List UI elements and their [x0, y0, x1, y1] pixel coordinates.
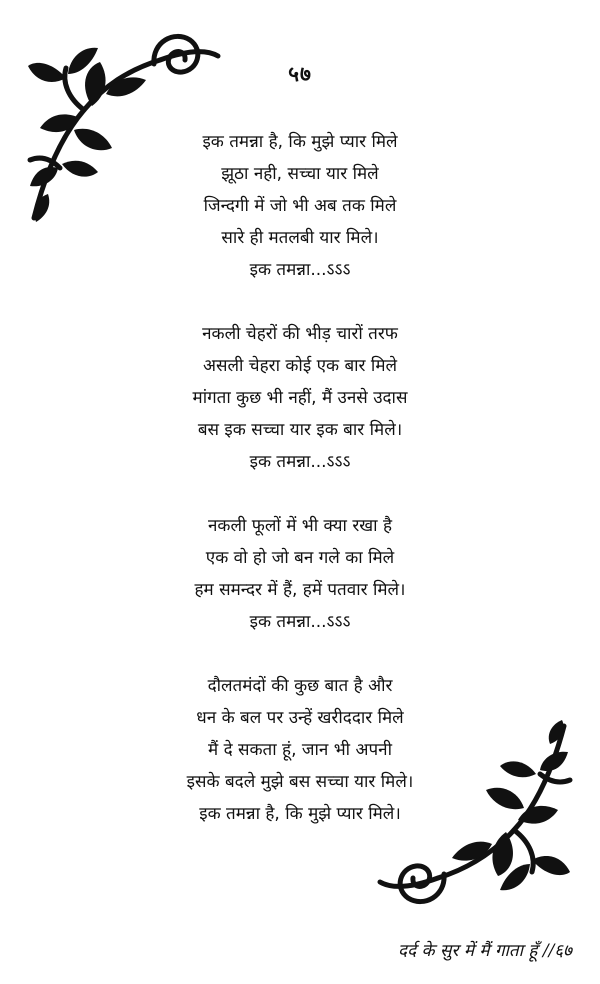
poem-line: धन के बल पर उन्हें खरीददार मिले	[196, 708, 404, 728]
poem-refrain: इक तमन्ना...ऽऽऽ	[249, 452, 351, 472]
stanza	[0, 126, 600, 286]
poem-line: झूठा नही, सच्चा यार मिले	[221, 164, 379, 184]
poem-line: दौलतमंदों की कुछ बात है और	[207, 676, 393, 696]
page-number: ५७	[288, 62, 312, 86]
poem-line: सारे ही मतलबी यार मिले।	[221, 228, 379, 248]
poem	[0, 126, 600, 862]
poem-line: असली चेहरा कोई एक बार मिले	[202, 356, 398, 376]
poem-line: इक तमन्ना है, कि मुझे प्यार मिले।	[199, 804, 401, 824]
poem-line: एक वो हो जो बन गले का मिले	[205, 548, 395, 568]
poem-line: इक तमन्ना है, कि मुझे प्यार मिले	[202, 132, 398, 152]
poem-line: बस इक सच्चा यार इक बार मिले।	[197, 420, 403, 440]
stanza	[0, 318, 600, 478]
stanza	[0, 510, 600, 638]
poem-line: जिन्दगी में जो भी अब तक मिले	[203, 196, 397, 216]
poem-line: इसके बदले मुझे बस सच्चा यार मिले।	[186, 772, 414, 792]
poem-refrain: इक तमन्ना...ऽऽऽ	[249, 612, 351, 632]
poem-refrain: इक तमन्ना...ऽऽऽ	[249, 260, 351, 280]
stanza	[0, 670, 600, 830]
poem-line: नकली चेहरों की भीड़ चारों तरफ	[202, 324, 398, 344]
running-footer: दर्द के सुर में मैं गाता हूँ //६७	[398, 941, 572, 961]
poem-line: नकली फूलों में भी क्या रखा है	[207, 516, 393, 536]
poem-line: मैं दे सकता हूं, जान भी अपनी	[208, 740, 392, 760]
poem-line: हम समन्दर में हैं, हमें पतवार मिले।	[194, 580, 406, 600]
poem-line: मांगता कुछ भी नहीं, मैं उनसे उदास	[192, 388, 408, 408]
